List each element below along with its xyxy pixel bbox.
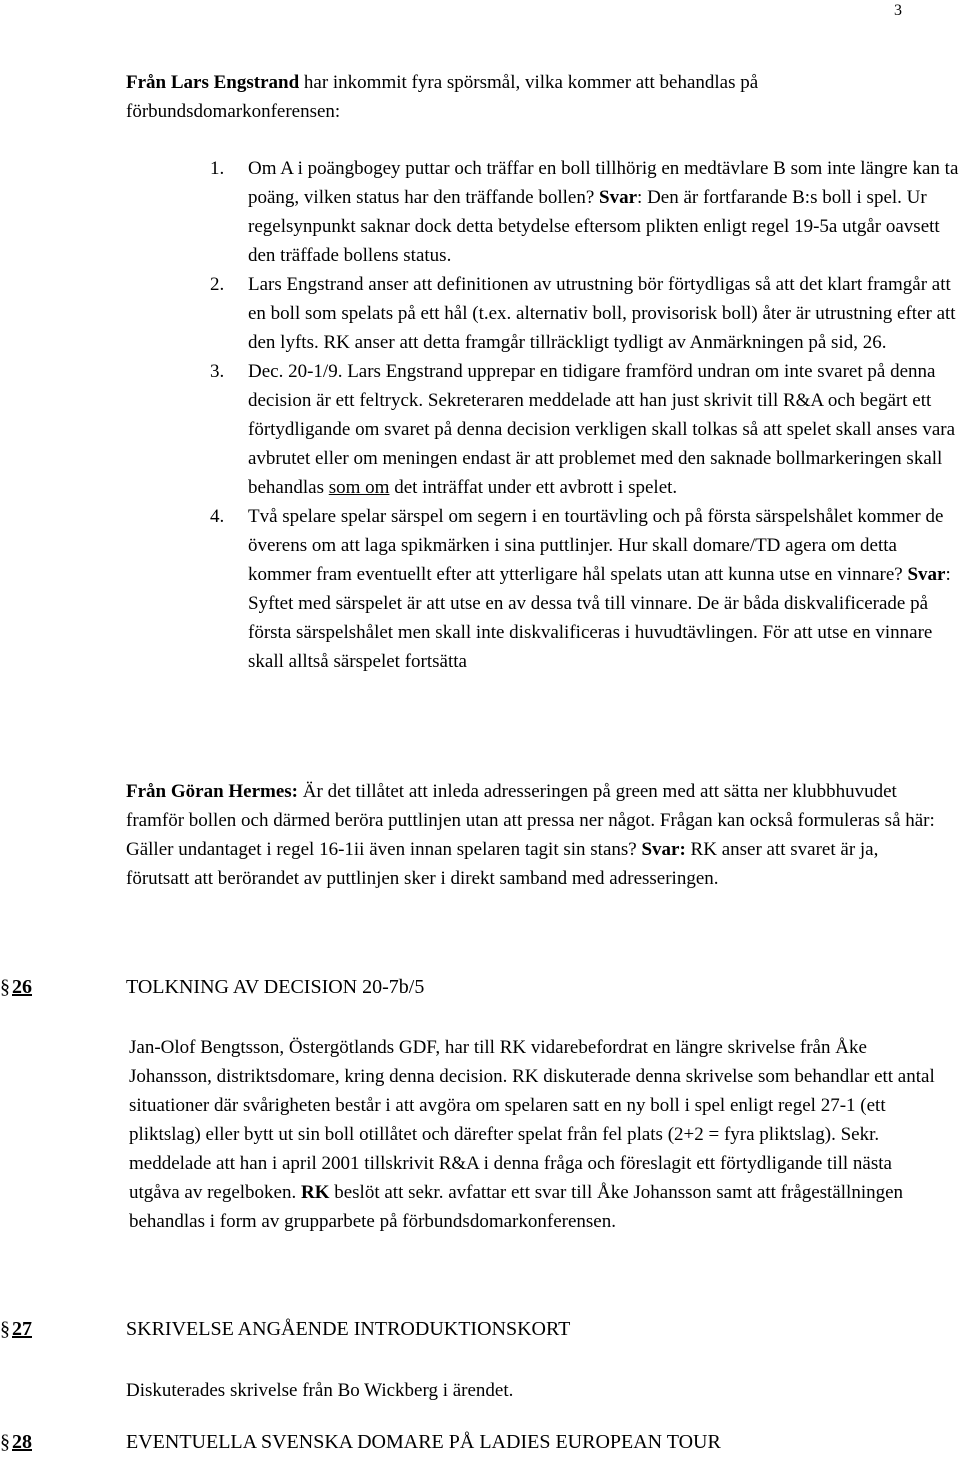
- paragraph-symbol: §: [0, 976, 10, 998]
- item-number: 4.: [210, 506, 225, 527]
- svar-label: Svar: [907, 564, 946, 585]
- underlined-text: som om: [328, 477, 390, 498]
- intro-text: har inkommit fyra spörsmål, vilka kommer att behandlas på förbundsdomarkonferensen:: [126, 72, 759, 122]
- list-item: [210, 357, 960, 502]
- item-text: Dec. 20-1/9. Lars Engstrand upprepar en tidigare framförd undran om inte svaret på denna decision är ett feltryck. Sekreteraren meddelade att han just skrivit till R&A och begärt ett förtydligande om svaret på denna decision verkligen skall tolkas så att spelet skall anses vara avbrutet eller om meningen endast är att problemet med den saknade bollmarkeringen skall behandlas: [248, 361, 956, 498]
- hermes-text: RK anser att svaret är ja, förutsatt att berörandet av puttlinjen sker i direkt samband med adresseringen.: [126, 839, 879, 889]
- item-number: 2.: [210, 274, 225, 295]
- svar-label: Svar:: [641, 839, 686, 860]
- intro-paragraph: [126, 68, 906, 126]
- item-number: 1.: [210, 158, 225, 179]
- list-item: [210, 502, 960, 676]
- item-number: 3.: [210, 361, 225, 382]
- section-number: 28: [12, 1431, 32, 1453]
- section-title: SKRIVELSE ANGÅENDE INTRODUKTIONSKORT: [126, 1318, 571, 1340]
- section-number: 26: [12, 976, 32, 998]
- section-title: TOLKNING AV DECISION 20-7b/5: [126, 976, 425, 998]
- item-text: : Den är fortfarande B:s boll i spel. Ur regelsynpunkt saknar dock detta betydelse eftersom plikten enligt regel 19-5a utgår oavsett den träffade bollens status.: [248, 187, 940, 266]
- section-27-body: Diskuterades skrivelse från Bo Wickberg i ärendet.: [126, 1380, 514, 1401]
- page-number: 3: [894, 2, 902, 19]
- item-text: Två spelare spelar särspel om segern i en tourtävling och på första särspelshålet kommer de överens om att laga spikmärken i sina puttlinjer. Hur skall domare/TD agera om detta kommer fram eventuellt efter att ytterligare hål spelats utan att kunna utse en vinnare?: [248, 506, 944, 585]
- hermes-paragraph: [126, 777, 938, 893]
- svar-label: Svar: [599, 187, 638, 208]
- item-text: det inträffat under ett avbrott i spelet.: [389, 477, 678, 498]
- hermes-sender: Från Göran Hermes:: [126, 781, 299, 802]
- section-title: EVENTUELLA SVENSKA DOMARE PÅ LADIES EUROPEAN TOUR: [126, 1431, 721, 1453]
- section-26-body: [129, 1033, 941, 1236]
- item-text: Om A i poängbogey puttar och träffar en boll tillhörig en medtävlare B som inte längre kan ta poäng, vilken status har den träffande bollen?: [248, 158, 959, 208]
- paragraph-symbol: §: [0, 1431, 10, 1453]
- hermes-text: Är det tillåtet att inleda adresseringen på green med att sätta ner klubbhuvudet framför bollen och därmed beröra puttlinjen utan att pressa ner något. Frågan kan också formuleras så här: Gäller undantaget i regel 16-1ii även innan spelaren tagit sin stans?: [126, 781, 935, 860]
- section-text: Jan-Olof Bengtsson, Östergötlands GDF, har till RK vidarebefordrat en längre skrivelse från Åke Johansson, distriktsdomare, kring denna decision. RK diskuterade denna skrivelse som behandlar ett antal situationer där svårigheten består i att avgöra om spelaren satt en ny boll i spel enligt regel 27-1 (ett pliktslag) eller bytt ut sin boll otillåtet och därefter spelat från fel plats (2+2 = fyra pliktslag). Sekr. meddelade att han i april 2001 tillskrivit R&A i denna fråga och föreslagit ett förtydligande till nästa utgåva av regelboken.: [129, 1037, 935, 1203]
- item-text: Lars Engstrand anser att definitionen av utrustning bör förtydligas så att det klart framgår att en boll som spelats på ett hål (t.ex. alternativ boll, provisorisk boll) åter är utrustning efter att den lyfts. RK anser att detta framgår tillräckligt tydligt av Anmärkningen på sid, 26.: [248, 274, 956, 353]
- intro-sender: Från Lars Engstrand: [126, 72, 300, 93]
- question-list: [210, 154, 960, 676]
- section-text: beslöt att sekr. avfattar ett svar till Åke Johansson samt att frågeställningen behandlas i form av grupparbete på förbundsdomarkonferensen.: [129, 1182, 904, 1232]
- bold-rk: RK: [300, 1182, 330, 1203]
- list-item: [210, 270, 960, 357]
- list-item: [210, 154, 960, 270]
- section-number: 27: [12, 1318, 32, 1340]
- item-text: : Syftet med särspelet är att utse en av dessa två till vinnare. De är båda diskvalificerade på första särspelshålet men skall inte diskvalificeras i huvudtävlingen. För att utse en vinnare skall alltså särspelet fortsätta: [248, 564, 951, 672]
- paragraph-symbol: §: [0, 1318, 10, 1340]
